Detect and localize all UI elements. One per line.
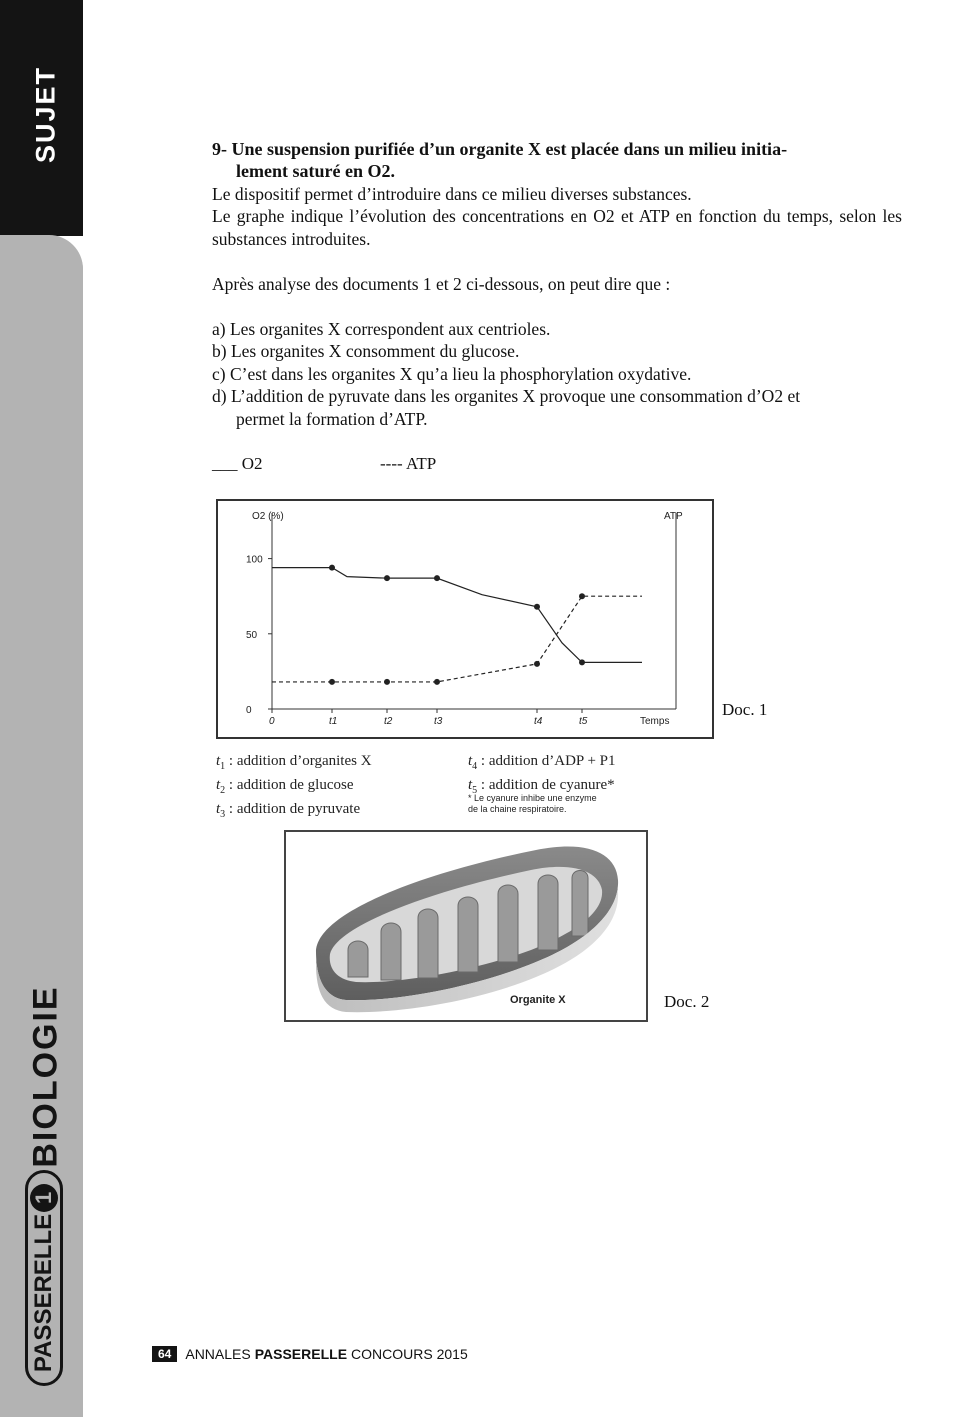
marker-atp-0	[329, 679, 335, 685]
x-tick-label-3: t3	[434, 716, 443, 727]
x-tick-label-2: t2	[384, 716, 393, 727]
marker-o2-4	[579, 659, 585, 665]
subject-label: BIOLOGIE	[26, 985, 65, 1168]
answer-b: b) Les organites X consomment du glucose.	[212, 341, 520, 361]
marker-atp-3	[534, 661, 540, 667]
footer-suffix: CONCOURS 2015	[351, 1346, 468, 1362]
answer-d-line1: d) L’addition de pyruvate dans les organites X provoque une consommation d’O2 et	[212, 386, 801, 406]
page-number: 64	[152, 1346, 177, 1362]
event-t2: $t_2$ : addition de glucose	[216, 777, 354, 796]
marker-o2-3	[534, 604, 540, 610]
y-axis-label: O2 (%)	[252, 511, 284, 522]
marker-atp-2	[434, 679, 440, 685]
answer-a: a) Les organites X correspondent aux centrioles.	[212, 319, 551, 339]
question-paragraph-1: Le dispositif permet d’introduire dans ce milieu diverses substances.	[212, 184, 692, 204]
answer-c: c) C’est dans les organites X qu’a lieu la phosphorylation oxydative.	[212, 364, 692, 384]
doc1-label: Doc. 1	[722, 700, 768, 719]
chart-doc1	[216, 499, 714, 739]
x-tick-label-5: t5	[579, 716, 588, 727]
organite-caption: Organite X	[510, 994, 566, 1006]
section-label: SUJET	[30, 65, 61, 164]
y-tick-label-0: 0	[246, 705, 252, 716]
answer-d	[212, 385, 902, 430]
x-axis-label: Temps	[640, 716, 670, 727]
mitochondrion-figure	[284, 830, 648, 1022]
question-title-line2: lement saturé en O2.	[236, 161, 395, 181]
mitochondrion-illustration	[286, 832, 646, 1020]
brand-logo-text: PASSERELLE	[30, 1213, 57, 1373]
marker-atp-1	[384, 679, 390, 685]
legend-atp: ---- ATP	[380, 454, 437, 473]
page-footer	[152, 1346, 468, 1362]
y-tick-label-1: 50	[246, 629, 258, 641]
y-axis-right-label: ATP	[664, 511, 683, 522]
footer-prefix: ANNALES	[185, 1346, 251, 1362]
doc2-label: Doc. 2	[664, 992, 710, 1011]
event-t5: $t_5$ : addition de cyanure*	[468, 777, 615, 796]
x-tick-label-4: t4	[534, 716, 543, 727]
marker-o2-1	[384, 575, 390, 581]
event-t1: $t_1$ : addition d’organites X	[216, 753, 372, 772]
event-t3: $t_3$ : addition de pyruvate	[216, 801, 361, 820]
series-line-o2	[272, 568, 642, 663]
y-tick-label-2: 100	[246, 554, 263, 566]
question-title-line1: Une suspension purifiée d’un organite X est placée dans un milieu initia-	[231, 139, 788, 159]
question-paragraph-2: Le graphe indique l’évolution des concentrations en O2 et ATP en fonction du temps, selon les substances introduites.	[212, 206, 902, 249]
brand-logo	[25, 1168, 65, 1386]
question-number: 9-	[212, 139, 227, 159]
footer-brand: PASSERELLE	[254, 1346, 348, 1362]
question-paragraph-3: Après analyse des documents 1 et 2 ci-dessous, on peut dire que :	[212, 274, 671, 294]
answer-d-line2: permet la formation d’ATP.	[236, 408, 428, 429]
marker-o2-0	[329, 565, 335, 571]
series-line-atp	[272, 596, 642, 682]
chart-svg	[218, 501, 712, 737]
events-left	[216, 752, 372, 824]
x-tick-label-0: 0	[269, 716, 275, 727]
marker-o2-2	[434, 575, 440, 581]
legend-o2: ___ O2	[212, 454, 263, 473]
cyanide-footnote: * Le cyanure inhibe une enzyme de la chaine respiratoire.	[468, 793, 597, 814]
question-title	[212, 138, 898, 182]
x-tick-label-1: t1	[329, 716, 338, 727]
brand-logo-number: 1	[30, 1184, 58, 1212]
event-t4: $t_4$ : addition d’ADP + P1	[468, 753, 616, 772]
marker-atp-4	[579, 593, 585, 599]
